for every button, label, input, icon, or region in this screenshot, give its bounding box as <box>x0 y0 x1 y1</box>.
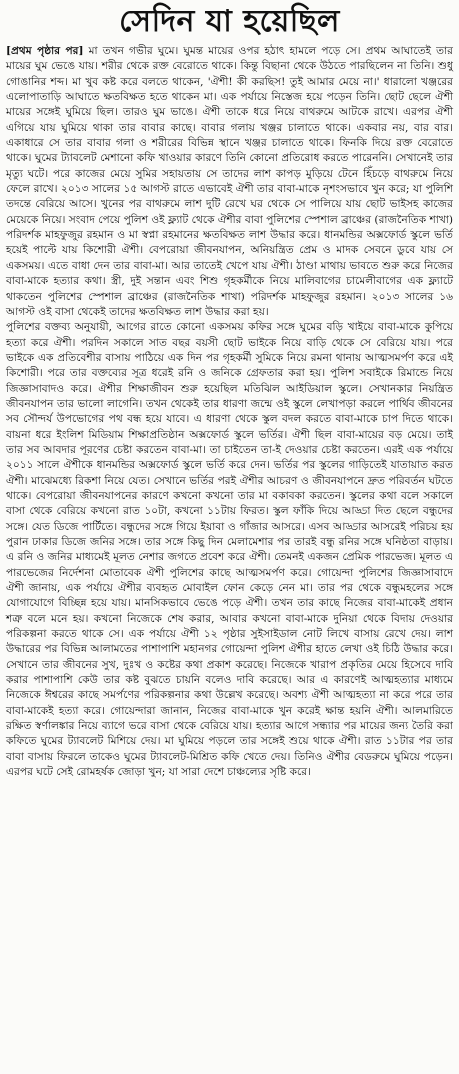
article-paragraph-2: পুলিশের বক্তব্য অনুযায়ী, আগের রাতে কোনো একসময় কফির সঙ্গে ঘুমের বড়ি খাইয়ে বাবা-মাকে কুপিয়ে হত্যা করে ঐশী। পরদিন সকালে সাত বছর বয়সী ছোট ভাইকে নিয়ে বাড়ি থেকে সে বেরিয়ে যায়। পরে ভাইকে এক প্রতিবেশীর বাসায় পাঠিয়ে এক দিন পর গৃহকর্মী সুমিকে নিয়ে রমনা থানায় আত্মসমর্পণ করে এই কিশোরী। পরে তার বক্তব্যের সূত্র ধরেই রনি ও জনিকে গ্রেফতার করা হয়। পুলিশ সবাইকে রিমান্ডে নিয়ে জিজ্ঞাসাবাদও করে। ঐশীর শিক্ষাজীবন শুরু হয়েছিল মতিঝিল আইডিয়াল স্কুলে। সেখানকার নিয়ন্ত্রিত জীবনযাপন তার ভালো লাগেনি। তখন থেকেই তার ধারণা জন্মে ওই স্কুলে লেখাপড়া করলে পার্থিব জীবনের সব সৌন্দর্য উপভোগের পথ বন্ধ হয়ে যাবে। এ ধারণা থেকে স্কুল বদল করতে বাবা-মাকে চাপ দিতে থাকে। বায়না ধরে ইংলিশ মিডিয়াম শিক্ষাপ্রতিষ্ঠান অক্সফোর্ড স্কুলে ভর্তির। ঐশী ছিল বাবা-মায়ের বড় মেয়ে। তাই তার সব আবদার পূরণের চেষ্টা করতেন বাবা-মা। তা চাইতেন তা-ই দেওয়ার চেষ্টা করতেন। এরই এক পর্যায়ে ২০১১ সালে ঐশীকে ধানমন্ডির অক্সফোর্ড স্কুলে ভর্তি করে দেন। ভর্তির পর স্কুলের গাড়িতেই যাতায়াত করত ঐশী। মাঝেমধ্যে রিকশা নিয়ে যেত। সেখানে ভর্তির পরই ঐশীর আচরণ ও জীবনযাপনে দ্রুত পরিবর্তন ঘটতে থাকে। বেপরোয়া জীবনযাপনের কারণে কখনো কখনো তার মা বকাবকা করতেন। স্কুলের কথা বলে সকালে বাসা থেকে বেরিয়ে কখনো রাত ১০টা, কখনো ১১টায় ফিরত। স্কুল ফাঁকি দিয়ে আড্ডা দিত ছেলে বন্ধুদের সঙ্গে। যেত ডিজে পার্টিতে। বন্ধুদের সঙ্গে গিয়ে ইয়াবা ও গাঁজার আসরে। এসব আড্ডার আসরেই পরিচয় হয় পুরান ঢাকার ডিজে জনির সঙ্গে। তার সঙ্গে কিছু দিন মেলামেশার পর তারই বন্ধু রনির সঙ্গে ঘনিষ্ঠতা বাড়ায়। এ রনি ও জনির মাধ্যমেই মূলত নেশার জগতে প্রবেশ করে ঐশী। তেমনই একজন প্রেমিক পারভেজ। মূলত এ পারভেজের নির্দেশনা মোতাবেক ঐশী পুলিশের কাছে আত্মসমর্পণ করে। গোয়েন্দা পুলিশের জিজ্ঞাসাবাদে ঐশী জানায়, এক পর্যায়ে ঐশীর ব্যবহৃত মোবাইল ফোন কেড়ে নেন মা। তার পর থেকে বন্ধুমহলের সঙ্গে যোগাযোগে বিচ্ছিন্ন হয়ে যায়। মানসিকভাবে ভেঙে পড়ে ঐশী। তখন তার কাছে নিজের বাবা-মাকেই প্রধান শত্রু বলে মনে হয়। কখনো নিজেকে শেষ করার, আবার কখনো বাবা-মাকে দুনিয়া থেকে বিদায় দেওয়ার পরিকল্পনা করতে থাকে সে। এক পর্যায়ে ঐশী ১২ পৃষ্ঠার সুইসাইডাল নোট লিখে বাসায় রেখে দেয়। লাশ উদ্ধারের পর বিভিন্ন আলামতের পাশাপাশি মহানগর গোয়েন্দা পুলিশ ঐশীর হাতে লেখা ওই চিঠি উদ্ধার করে। সেখানে তার জীবনের সুখ, দুঃখ ও কষ্টের কথা প্রকাশ করেছে। নিজেকে খারাপ প্রকৃতির মেয়ে হিসেবে দাবি করার পাশাপাশি কেউ তার কষ্ট বুঝতে চায়নি বলেও দাবি করেছে। আর এ কারণেই আত্মহত্যার মাধ্যমে নিজেকে ঈশ্বরের কাছে সমর্পণের পরিকল্পনার কথা উল্লেখ করেছে। অবশ্য ঐশী আত্মহত্যা না করে পরে তার বাবা-মাকেই হত্যা করে। গোয়েন্দারা জানান, নিজের বাবা-মাকে খুন করেই ক্ষান্ত হয়নি ঐশী। আলমারিতে রক্ষিত স্বর্ণালঙ্কার নিয়ে ব্যাগে ভরে বাসা থেকে বেরিয়ে যায়। হত্যার আগে সন্ধ্যার পর মায়ের জন্য তৈরি করা কফিতে ঘুমের ট্যাবলেট মিশিয়ে দেয়। মা ঘুমিয়ে পড়লে তার সঙ্গেই শুয়ে থাকে ঐশী। রাত ১১টার পর তার বাবা বাসায় ফিরলে তাকেও ঘুমের ট্যাবলেট-মিশ্রিত কফি খেতে দেয়। তিনিও ঐশীর বেডরুমে ঘুমিয়ে পড়েন। এরপর ঘটে সেই রোমহর্ষক জোড়া খুন; যা সারা দেশে চাঞ্চল্যের সৃষ্টি করে। <box>6 321 453 779</box>
paragraph-1-text: মা তখন গভীর ঘুমে। ঘুমন্ত মায়ের ওপর হঠাৎ হামলে পড়ে সে। প্রথম আঘাতেই তার মায়ের ঘুম ভেঙে যায়। শরীর থেকে রক্ত বেরোতে থাকে। কিন্তু বিছানা থেকে উঠতে পারছিলেন না তিনি। শুধু গোঙানির শব্দ। মা খুব কষ্ট করে বলতে থাকেন, 'ঐশী! কী করছিস! তুই আমার মেয়ে না।' ধারালো খঞ্জরের এলোপাতাড়ি আঘাতে ক্ষতবিক্ষত হতে থাকেন মা। এক পর্যায়ে নিস্তেজ হয়ে পড়েন তিনি। ছোট ছেলে ঐশী মায়ের সঙ্গেই ঘুমিয়ে ছিল। তারও ঘুম ভাঙে। ঐশী তাকে ধরে নিয়ে বাথরুমে আটকে রাখে। এরপর ঐশী এগিয়ে যায় ঘুমিয়ে থাকা তার বাবার কাছে। বাবার গলায় খঞ্জর চালাতে থাকে। একবার নয়, বার বার। একাধারে সে তার বাবার গলা ও শরীরের বিভিন্ন স্থানে খঞ্জর চালাতে থাকে। ফিনকি দিয়ে রক্ত বেরোতে থাকে। ঘুমের ট্যাবলেট মেশানো কফি খাওয়ার কারণে তিনি কোনো প্রতিরোধ করতে পারেননি। সেখানেই তার মৃত্যু ঘটে। পরে কাজের মেয়ে সুমির সহায়তায় সে তাদের লাশ কাপড় মুড়িয়ে টেনে হিঁচড়ে বাথরুমে নিয়ে ফেলে রাখে। ২০১৩ সালের ১৫ আগস্ট রাতে এভাবেই ঐশী তার বাবা-মাকে নৃশংসভাবে খুন করে; যা পুলিশি তদন্তে বেরিয়ে আসে। খুনের পর বাথরুমে লাশ দুটি রেখে ঘর থেকে সে পালিয়ে যায় ছোট ভাইসহ কাজের মেয়েকে নিয়ে। সংবাদ পেয়ে পুলিশ ওই ফ্ল্যাট থেকে ঐশীর বাবা পুলিশের স্পেশাল ব্রাঞ্চের (রাজনৈতিক শাখা) পরিদর্শক মাহফুজুর রহমান ও মা স্বপ্না রহমানের ক্ষতবিক্ষত লাশ উদ্ধার করে। ধানমন্ডির অক্সফোর্ড স্কুলে ভর্তি হয়েই পাল্টে যায় কিশোরী ঐশী। বেপরোয়া জীবনযাপন, অনিয়ন্ত্রিত প্রেম ও মাদক সেবনে ডুবে যায় সে একসময়। এতে বাধা দেন তার বাবা-মা। আর তাতেই খেপে যায় ঐশী। ঠাণ্ডা মাথায় ভাবতে শুরু করে নিজের বাবা-মাকে হত্যার কথা। স্ত্রী, দুই সন্তান এবং শিশু গৃহকর্মীকে নিয়ে মালিবাগের চামেলীবাগের এক ফ্ল্যাটে থাকতেন পুলিশের স্পেশাল ব্রাঞ্চের (রাজনৈতিক শাখা) পরিদর্শক মাহফুজুর রহমান। ২০১৩ সালের ১৬ আগস্ট ওই বাসা থেকেই তাদের ক্ষতবিক্ষত লাশ উদ্ধার করা হয়। <box>6 45 453 318</box>
article-paragraph-1 <box>6 44 453 320</box>
headline: সেদিন যা হয়েছিল <box>119 4 340 39</box>
continuation-kicker: [প্রথম পৃষ্ঠার পর] <box>6 45 84 57</box>
